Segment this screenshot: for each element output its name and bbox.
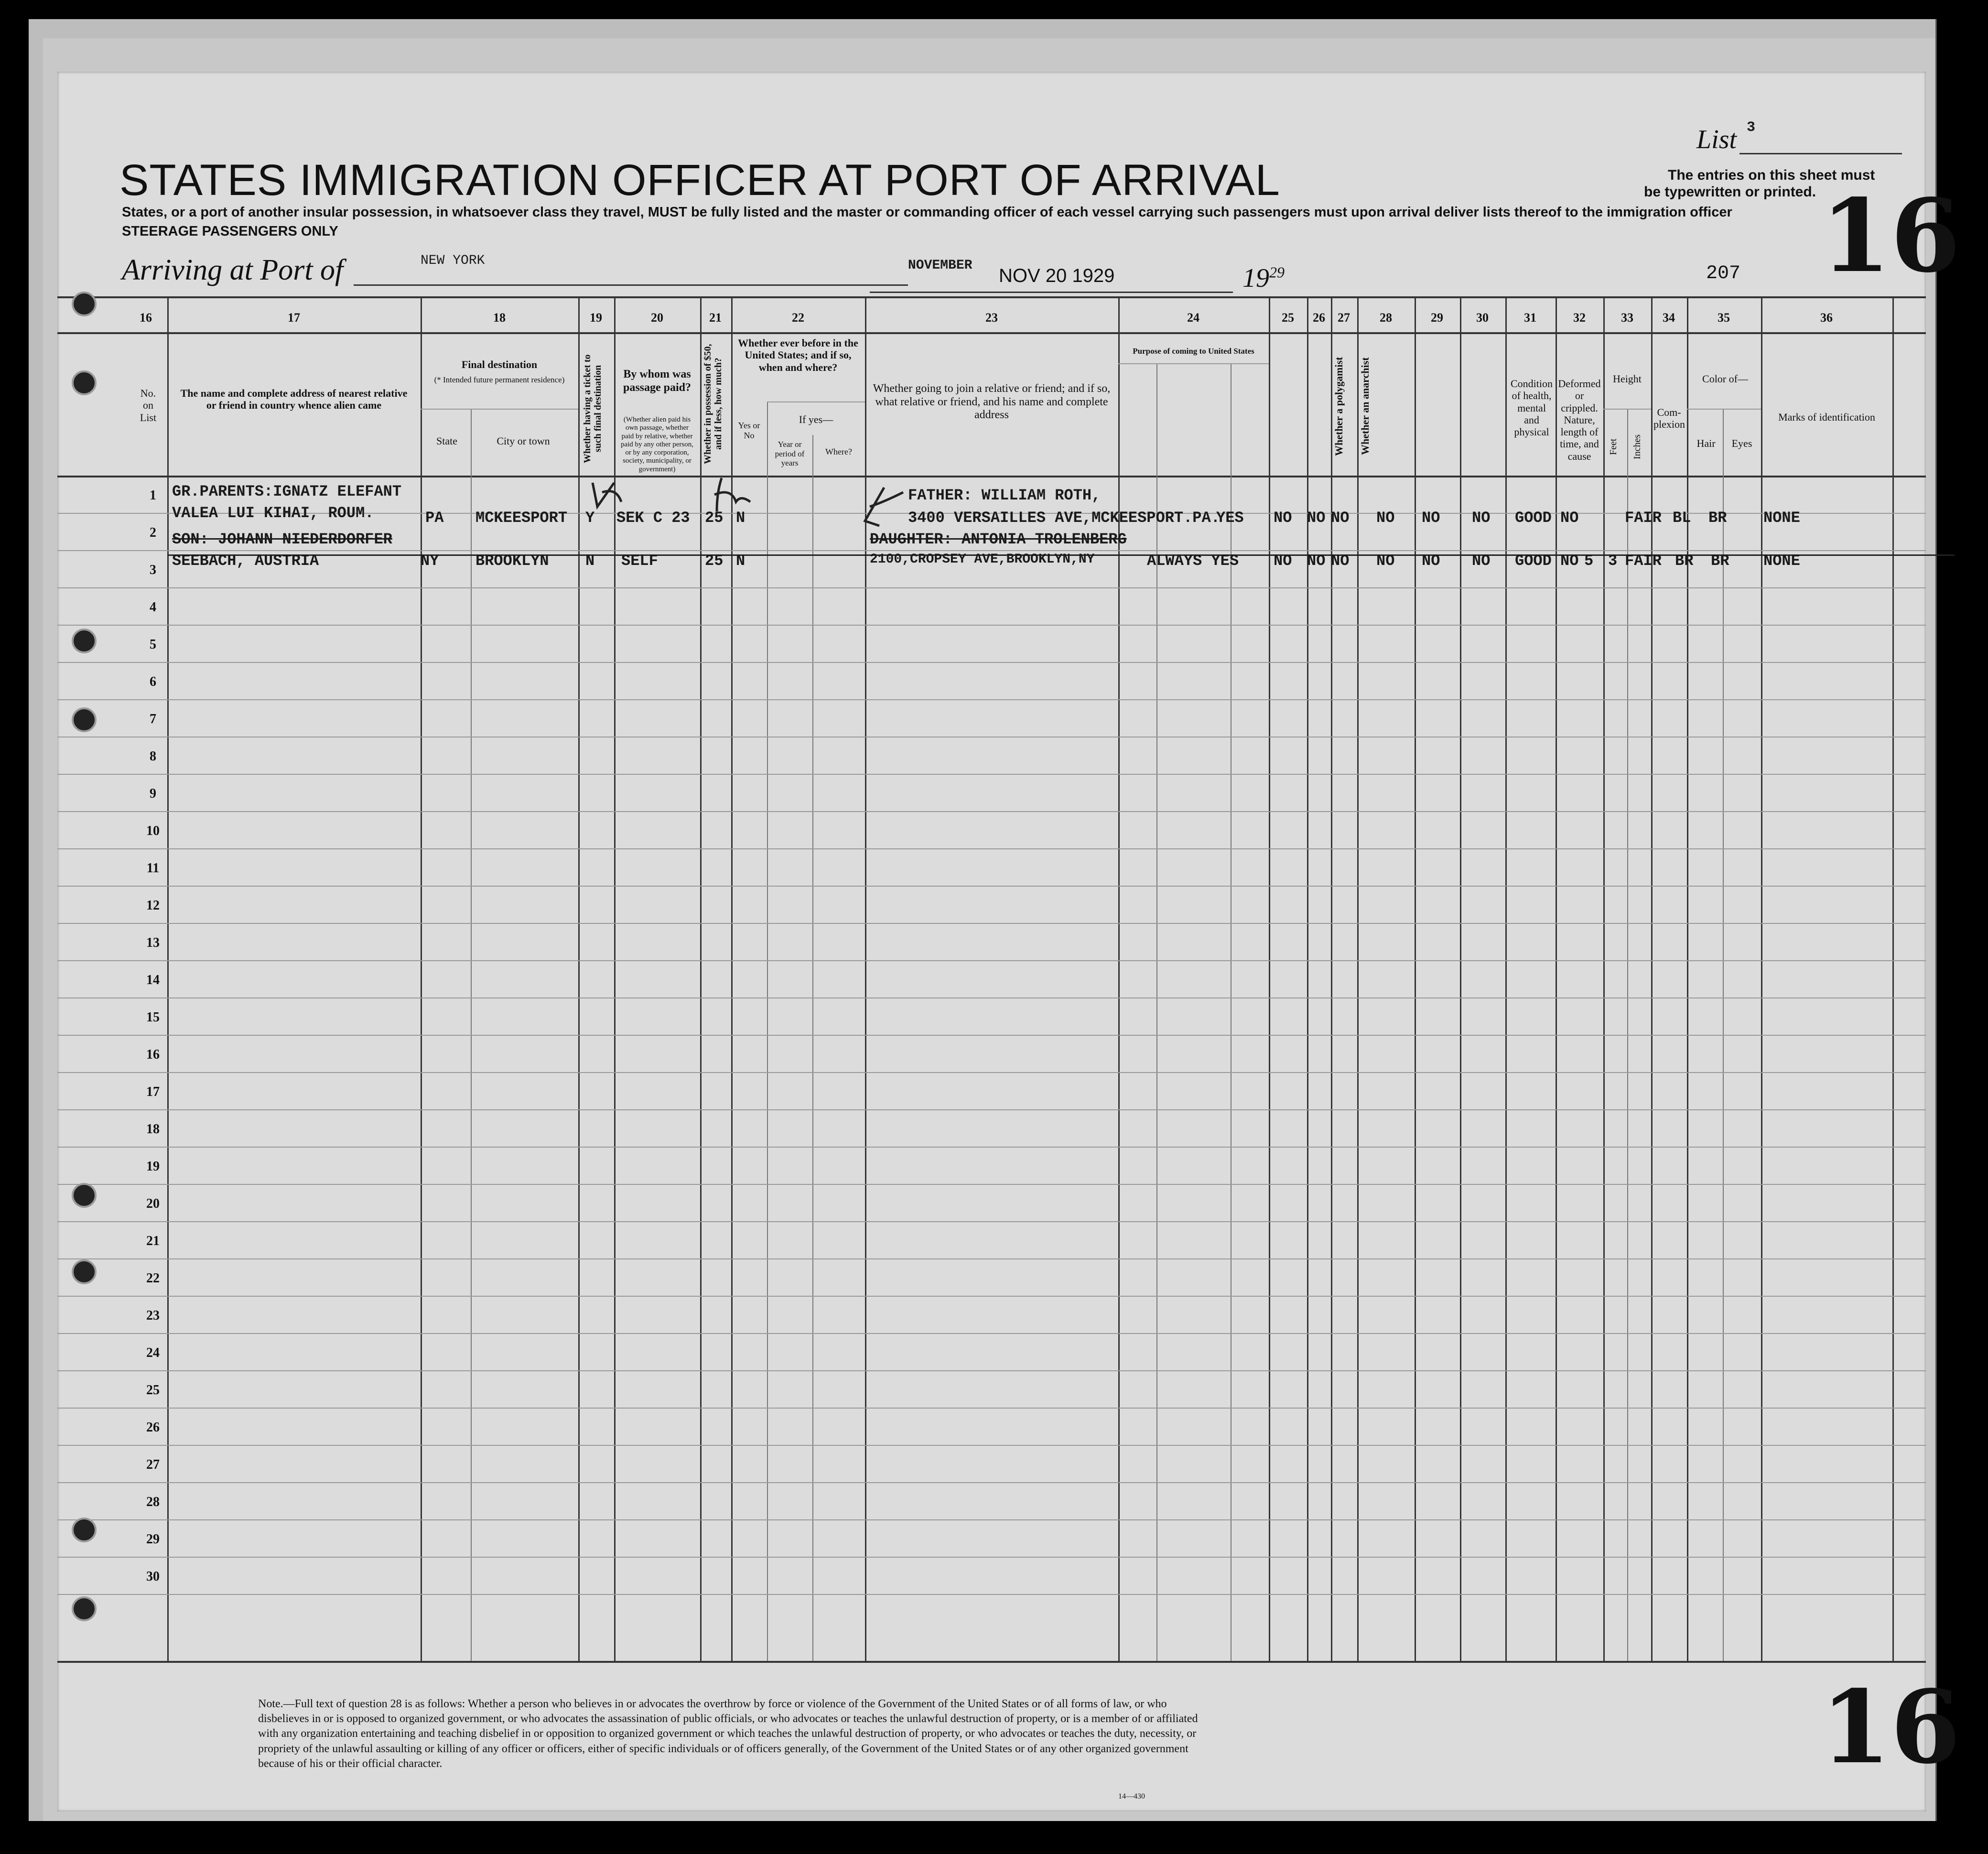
col-divider <box>1415 296 1416 1661</box>
header-final-destination: Final destination <box>461 358 538 370</box>
row-number: 15 <box>146 1010 160 1025</box>
punch-hole <box>72 707 97 732</box>
row-line <box>57 1072 1926 1073</box>
header-yes-or-no: Yes or No <box>738 421 760 440</box>
punch-hole <box>72 629 97 653</box>
instruction-text: States, or a port of another insular possession, in whatsoever class they travel, MUST be fully listed and the master or commanding officer of each vessel carrying such passengers must upon arrival deliver lists thereof to the immigration officer <box>122 205 1732 220</box>
punch-hole <box>72 292 97 316</box>
row-number: 12 <box>146 898 160 913</box>
colnum-23: 23 <box>985 311 998 325</box>
row-line <box>57 1147 1926 1148</box>
row1-marks: NONE <box>1763 509 1800 527</box>
list-label: List <box>1696 125 1737 154</box>
header-ticket: Whether having a ticket to such final destination <box>582 354 603 463</box>
col-divider <box>1460 296 1461 1661</box>
header-deformed: Deformed or crippled. Nature, length of time, and cause <box>1558 378 1601 462</box>
row2-before: N <box>736 552 746 570</box>
list-underline <box>1740 153 1902 154</box>
colnum-26: 26 <box>1313 311 1325 325</box>
header-anarchist: Whether an anarchist <box>1359 357 1371 455</box>
row-line <box>57 1408 1926 1409</box>
row-line <box>57 848 1926 849</box>
year-prefix-text: 19 <box>1242 263 1269 293</box>
row-number: 22 <box>146 1271 160 1286</box>
header-complexion: Com- plexion <box>1653 406 1685 431</box>
row-line <box>57 1184 1926 1185</box>
row-number: 10 <box>146 824 160 838</box>
row-line <box>57 1109 1926 1110</box>
row-number: 6 <box>150 674 156 689</box>
row2-state: NY <box>421 552 439 570</box>
row2-c26: NO <box>1307 552 1326 570</box>
subheader-line <box>1118 363 1269 364</box>
row-line <box>57 774 1926 775</box>
header-marks: Marks of identification <box>1778 411 1875 423</box>
colnum-28: 28 <box>1380 311 1392 325</box>
colnum-31: 31 <box>1524 311 1536 325</box>
row-number: 16 <box>146 1047 160 1062</box>
row1-joining-line1: FATHER: WILLIAM ROTH, <box>908 487 1101 504</box>
arriving-label: Arriving at Port of <box>122 254 344 286</box>
header-relative-address: The name and complete address of nearest relative or friend in country whence alien came <box>180 387 408 412</box>
row-number: 19 <box>146 1159 160 1174</box>
punch-hole <box>72 370 97 395</box>
subheader-line <box>421 409 578 410</box>
row2-feet: 5 <box>1584 552 1594 570</box>
row1-hair: BL <box>1673 509 1691 527</box>
colnum-17: 17 <box>288 311 300 325</box>
header-purpose: Purpose of coming to United States <box>1133 347 1254 356</box>
row2-relative-line1: SON: JOHANN NIEDERDORFER <box>172 531 392 548</box>
col-divider <box>1651 296 1653 1661</box>
row-number: 28 <box>146 1495 160 1509</box>
row-line <box>57 811 1926 812</box>
header-joining: Whether going to join a relative or friend; and if so, what relative or friend, and his name and complete address <box>873 382 1111 422</box>
header-year-period: Year or period of years <box>775 440 805 468</box>
header-condition: Condition of health, mental and physical <box>1510 378 1553 438</box>
colnum-27: 27 <box>1338 311 1350 325</box>
date-stamp: NOV 20 1929 <box>999 265 1115 286</box>
colnum-21: 21 <box>709 311 722 325</box>
row2-c28: NO <box>1376 552 1395 570</box>
port-underline <box>354 284 908 286</box>
row-number: 11 <box>146 861 160 876</box>
row2-ticket: N <box>585 552 595 570</box>
manifest-sheet <box>57 72 1961 1811</box>
row-number: 27 <box>146 1457 160 1472</box>
colnum-32: 32 <box>1573 311 1586 325</box>
header-ever-before: Whether ever before in the United States; and if so, when and where? <box>738 337 858 373</box>
col-divider <box>1269 296 1270 1661</box>
row2-c27: NO <box>1331 552 1350 570</box>
row-line <box>57 1258 1926 1259</box>
colnum-29: 29 <box>1431 311 1443 325</box>
row-line <box>57 1370 1926 1371</box>
row-line <box>57 997 1926 998</box>
typewritten-note-line1: The entries on this sheet must <box>1668 167 1875 183</box>
row-number: 29 <box>146 1532 160 1547</box>
page-title: STATES IMMIGRATION OFFICER AT PORT OF ARRIVAL <box>119 156 1280 205</box>
row-line <box>57 1519 1926 1520</box>
header-final-destination-note: (* Intended future permanent residence) <box>434 375 565 384</box>
colnum-35: 35 <box>1718 311 1730 325</box>
col-divider <box>421 296 422 1661</box>
header-passage-paid: By whom was passage paid? <box>623 368 691 394</box>
header-eyes: Eyes <box>1731 437 1752 449</box>
header-polygamist: Whether a polygamist <box>1333 357 1345 456</box>
row-line <box>57 1035 1926 1036</box>
col-divider <box>1331 296 1332 1661</box>
punch-hole <box>72 1259 97 1284</box>
row-number: 21 <box>146 1234 160 1248</box>
row2-c30: NO <box>1472 552 1491 570</box>
row-number: 30 <box>146 1569 160 1584</box>
row-number: 14 <box>146 973 160 987</box>
row-number: 4 <box>150 600 156 615</box>
row-line <box>57 662 1926 663</box>
punch-hole <box>72 1596 97 1621</box>
steerage-label: STEERAGE PASSENGERS ONLY <box>122 224 338 239</box>
col-divider <box>1761 296 1762 1661</box>
header-if-yes: If yes— <box>799 413 833 425</box>
row-number: 25 <box>146 1383 160 1398</box>
row1-c28: NO <box>1376 509 1395 527</box>
row-number: 23 <box>146 1308 160 1323</box>
row1-money: 25 <box>705 509 724 527</box>
row2-city: BROOKLYN <box>475 552 549 570</box>
subheader-line <box>767 401 865 402</box>
subheader-line <box>1687 409 1761 410</box>
row2-eyes: BR <box>1711 552 1729 570</box>
colnum-22: 22 <box>792 311 804 325</box>
row-line <box>57 1445 1926 1446</box>
row-number: 17 <box>146 1084 160 1099</box>
col-divider <box>1603 296 1605 1661</box>
row-number: 26 <box>146 1420 160 1435</box>
colnum-20: 20 <box>651 311 663 325</box>
row-number: 24 <box>146 1345 160 1360</box>
header-hair: Hair <box>1696 437 1716 449</box>
row1-deformed: NO <box>1560 509 1579 527</box>
row2-relative-line2: SEEBACH, AUSTRIA <box>172 552 319 570</box>
row-line <box>57 886 1926 887</box>
row2-complexion: FAIR <box>1625 552 1662 570</box>
row2-marks: NONE <box>1763 552 1800 570</box>
row-number: 20 <box>146 1196 160 1211</box>
colnum-18: 18 <box>493 311 506 325</box>
row2-paid: SELF <box>621 552 658 570</box>
row1-before: N <box>736 509 746 527</box>
colnum-25: 25 <box>1282 311 1294 325</box>
row1-c27: NO <box>1331 509 1350 527</box>
list-number: 3 <box>1747 119 1756 136</box>
table-top-border <box>57 296 1926 298</box>
row2-joining-line2: 2100,CROPSEY AVE,BROOKLYN,NY <box>870 552 1095 567</box>
colnum-34: 34 <box>1663 311 1675 325</box>
row-line <box>57 1333 1926 1334</box>
header-money: Whether in possession of $50, and if less, how much? <box>702 344 724 464</box>
colnum-16: 16 <box>140 311 152 325</box>
header-state: State <box>436 435 457 447</box>
row2-c25: NO <box>1274 552 1292 570</box>
row-line <box>57 923 1926 924</box>
port-name: NEW YORK <box>421 253 485 268</box>
handwritten-marks <box>573 473 1051 626</box>
footer-note: Note.—Full text of question 28 is as follows: Whether a person who believes in or advocates the overthrow by force or violence of the Government of the United States or of all forms of law, or who disbelieves in or is opposed to organized government, or who advocates the assassination of public officials, or who advocates or teaches the unlawful destruction of property, or is a member of or affiliated with any organization entertaining and teaching disbelief in or opposition to organized government or which teaches the unlawful destruction of property, or who advocates or teaches the duty, necessity, or propriety of the unlawful assaulting or killing of any officer or officers, either of specific individuals or of officers generally, of the Government of the United States or of any other organized government because of his or their official character. <box>258 1698 1198 1770</box>
row2-deformed: NO <box>1560 552 1579 570</box>
header-city: City or town <box>497 435 550 447</box>
row1-relative-line1: GR.PARENTS:IGNATZ ELEFANT <box>172 483 402 500</box>
row-number: 13 <box>146 935 160 950</box>
col-divider <box>1118 296 1120 1661</box>
year-suffix: 29 <box>1269 263 1285 281</box>
row1-health: GOOD <box>1515 509 1552 527</box>
row1-eyes: BR <box>1708 509 1727 527</box>
year-prefix <box>1242 263 1285 293</box>
colnum-30: 30 <box>1476 311 1489 325</box>
colnum-36: 36 <box>1820 311 1833 325</box>
row2-c29: NO <box>1422 552 1440 570</box>
row2-inches: 3 <box>1608 552 1618 570</box>
row-number: 8 <box>150 749 156 764</box>
row-line <box>57 1557 1926 1558</box>
row-line <box>57 960 1926 961</box>
row1-c26: NO <box>1307 509 1326 527</box>
col-divider <box>1505 296 1507 1661</box>
table-bottom-border <box>57 1661 1926 1663</box>
col-divider <box>1892 296 1894 1661</box>
row-number: 18 <box>146 1122 160 1137</box>
row1-c30: NO <box>1472 509 1491 527</box>
row2-joining-line1: DAUGHTER: ANTONIA TROLENBERG <box>870 531 1127 548</box>
typewritten-note-line2: be typewritten or printed. <box>1644 184 1816 200</box>
colnum-33: 33 <box>1621 311 1633 325</box>
row-line <box>57 1594 1926 1595</box>
row2-hair: BR <box>1675 552 1694 570</box>
row2-money: 25 <box>705 552 724 570</box>
row1-c25: NO <box>1274 509 1292 527</box>
month-stamp: NOVEMBER <box>908 258 972 273</box>
header-color-of: Color of— <box>1702 373 1748 385</box>
row-number: 7 <box>150 712 156 726</box>
row1-ticket: Y <box>585 509 595 527</box>
header-height: Height <box>1613 373 1642 385</box>
row1-joining-line2: 3400 VERSAILLES AVE,MCKEESPORT.PA. <box>908 509 1220 527</box>
row2-purpose: ALWAYS YES <box>1147 552 1239 570</box>
punch-hole <box>72 1183 97 1208</box>
row-line <box>57 1221 1926 1222</box>
col-divider <box>1556 296 1557 1661</box>
form-code: 14—430 <box>1118 1792 1145 1800</box>
row-line <box>57 1482 1926 1483</box>
col-divider <box>1307 296 1308 1661</box>
colnum-row-border <box>57 332 1926 334</box>
row-number: 3 <box>150 563 156 577</box>
header-passage-note: (Whether alien paid his own passage, whether paid by relative, whether paid by any other person, or by any corporation, society, municipality, or government) <box>620 416 694 473</box>
row1-state: PA <box>425 509 444 527</box>
row1-complexion: FAIR <box>1625 509 1662 527</box>
page-number-stamp: 16 <box>1821 177 1961 295</box>
col-divider <box>1687 296 1688 1661</box>
row-line <box>57 699 1926 700</box>
subheader-line <box>1603 409 1651 410</box>
sheet-number: 207 <box>1706 263 1741 284</box>
row1-paid: SEK C 23 <box>616 509 690 527</box>
row-line <box>57 1296 1926 1297</box>
header-inches: Inches <box>1632 434 1642 460</box>
date-underline <box>870 292 1233 293</box>
footer-page-number: 16 <box>1821 1668 1961 1786</box>
row1-relative-line2: VALEA LUI KIHAI, ROUM. <box>172 504 374 522</box>
colnum-24: 24 <box>1187 311 1199 325</box>
row1-city: MCKEESPORT <box>475 509 568 527</box>
row1-c29: NO <box>1422 509 1440 527</box>
row2-health: GOOD <box>1515 552 1552 570</box>
header-where: Where? <box>825 447 852 456</box>
row-number: 9 <box>150 786 156 801</box>
row1-purpose: YES <box>1216 509 1244 527</box>
row-number: 1 <box>150 488 156 503</box>
punch-hole <box>72 1518 97 1542</box>
colnum-19: 19 <box>590 311 602 325</box>
header-no-on-list: No. on List <box>140 387 157 423</box>
col-divider <box>1357 296 1359 1661</box>
header-feet: Feet <box>1608 438 1619 455</box>
row-number: 2 <box>150 525 156 540</box>
row-number: 5 <box>150 637 156 652</box>
